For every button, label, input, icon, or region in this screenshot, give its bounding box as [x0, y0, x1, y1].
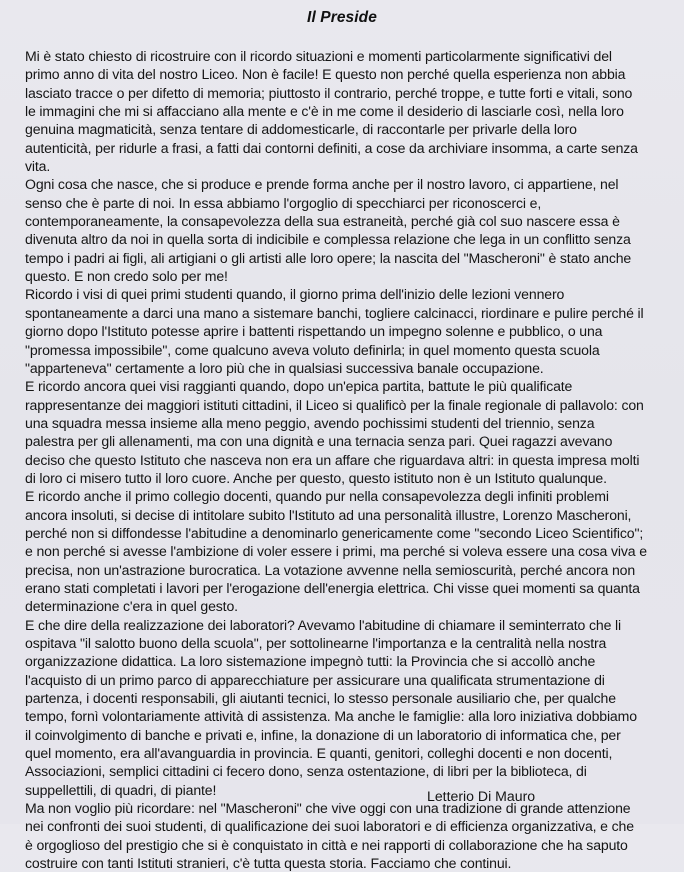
text-line: l'acquisto di un primo parco di apparecchiature per assicurare una qualificata strumentazione di	[25, 671, 605, 688]
text-line: contemporaneamente, la consapevolezza della sua estraneità, perché già col suo nascere essa è	[25, 213, 620, 230]
text-line: E ricordo ancora quei visi raggianti quando, dopo un'epica partita, battute le più qualificate	[25, 378, 573, 395]
text-line: E che dire della realizzazione dei laboratori? Avevamo l'abitudine di chiamare il seminterrato che li	[25, 616, 621, 633]
text-line: Mi è stato chiesto di ricostruire con il ricordo situazioni e momenti particolarmente significativi del	[25, 48, 612, 64]
text-line: lasciato tracce o per difetto di memoria; piuttosto il contrario, perché troppe, e tutte forti e vitali, sono	[25, 84, 633, 101]
text-line: giorno dopo l'Istituto potesse aprire i battenti rispettando un impegno solenne e pubblico, o una	[25, 323, 603, 340]
text-line: il coinvolgimento di banche e privati e, infine, la donazione di un laboratorio di informatica che, per	[25, 726, 621, 743]
text-line: "apparteneva" certamente a loro più che in qualsiasi successiva banale occupazione.	[25, 359, 544, 376]
paragraph	[25, 47, 675, 175]
text-line: Ricordo i visi di quei primi studenti quando, il giorno prima dell'inizio delle lezioni vennero	[25, 286, 565, 303]
text-line: ospitava "il salotto buono della scuola", per sottolinearne l'importanza e la centralità nella nostra	[25, 635, 607, 651]
text-line: autenticità, per ridurle a frasi, a fatti dai contorni definiti, a cose da archiviare insomma, a carte senza	[25, 139, 638, 156]
text-line: tempo, fornì volontariamente attività di assistenza. Ma anche le famiglie: alla loro iniziativa dobbiamo	[25, 708, 637, 725]
text-line: determinazione c'era in quel gesto.	[25, 598, 238, 615]
text-line: Ma non voglio più ricordare: nel "Mascheroni" che vive oggi con una tradizione di grande attenzione	[25, 800, 631, 817]
text-line: E ricordo anche il primo collegio docenti, quando pur nella consapevolezza degli infiniti problemi	[25, 488, 609, 505]
text-line: divenuta altro da noi in quella sorta di indicibile e complessa relazione che lega in un conflitto senza	[25, 231, 631, 248]
text-line: questo. E non credo solo per me!	[25, 268, 228, 285]
text-line: una squadra messa insieme alla meno peggio, avendo pochissimi studenti del triennio, senza	[25, 414, 595, 431]
paragraph	[25, 487, 675, 615]
text-line: organizzazione didattica. La loro sistemazione impegnò tutti: la Provincia che si accollò anche	[25, 653, 596, 670]
text-line: palestra per gli allenamenti, ma con una dignità e una ternacia senza pari. Quei ragazzi avevano	[25, 433, 613, 450]
text-line: partenza, i docenti responsabili, gli aiutanti tecnici, lo stesso personale ausiliario che, per qualche	[25, 690, 616, 707]
text-line: genuina magmaticità, senza tentare di addomesticarle, di raccontarle per privarle della loro	[25, 121, 577, 138]
text-line: spontaneamente a darci una mano a sistemare banchi, togliere calcinacci, riordinare e pulire perché il	[25, 304, 644, 321]
text-line: costruire con tanti Istituti stranieri, c'è tutta questa storia. Facciamo che continui.	[25, 855, 512, 872]
paragraph	[25, 285, 675, 377]
text-line: le immagini che mi si affacciano alla mente e c'è in me come il desiderio di lasciarle così, nella loro	[25, 103, 624, 120]
text-line: è orgoglioso del prestigio che si è conquistato in città e nei rapporti di collaborazione che ha saputo	[25, 836, 628, 853]
text-line: suppellettili, di quadri, di piante!	[25, 781, 217, 798]
text-line: tempo i padri ai figli, ali artigiani o gli artisti alle loro opere; la nascita del "Mascheroni" è stato anche	[25, 249, 632, 266]
text-line: rappresentanze dei maggiori istituti cittadini, il Liceo si qualificò per la finale regionale di pallavolo: con	[25, 396, 644, 413]
text-line: perché non si diffondesse l'abitudine a denominarlo genericamente come "secondo Liceo Scientifico";	[25, 524, 644, 541]
document-title: Il Preside	[307, 9, 377, 26]
document-body	[25, 47, 675, 872]
text-line: Associazioni, semplici cittadini ci fecero dono, senza ostentazione, di libri per la biblioteca, di	[25, 763, 587, 780]
text-line: erano stati completati i lavori per l'erogazione dell'energia elettrica. Chi visse quei momenti sa quanta	[25, 579, 640, 596]
text-line: nei confronti dei suoi studenti, di qualificazione dei suoi laboratori e di efficienza organizzativa, e che	[25, 818, 634, 835]
paragraph	[25, 175, 675, 285]
text-line: precisa, non un'astrazione burocratica. La votazione avvenne nella semioscurità, perché ancora non	[25, 561, 636, 578]
text-line: e non perché si avesse l'ambizione di voler essere i primi, ma perché si voleva essere una cosa viva e	[25, 543, 647, 560]
text-line: deciso che questo Istituto che nasceva non era un affare che riguardava altri: in questa impresa molti	[25, 451, 640, 468]
signature: Letterio Di Mauro	[427, 788, 536, 804]
paragraph	[25, 616, 675, 799]
text-line: vita.	[25, 158, 51, 175]
text-line: senso che è parte di noi. In essa abbiamo l'orgoglio di specchiarci per riconoscerci e,	[25, 194, 542, 211]
paragraph	[25, 377, 675, 487]
paragraph	[25, 799, 675, 872]
text-line: "promessa impossibile", come qualcuno aveva voluto definirla; in quel momento questa scuola	[25, 341, 600, 358]
text-line: quel momento, era all'avanguardia in provincia. E quanti, genitori, colleghi docenti e non docenti,	[25, 745, 613, 762]
text-line: di loro ci misero tutto il loro cuore. Anche per questo, questo istituto non è un Istituto qualunque.	[25, 469, 607, 486]
text-line: ancora insoluti, si decise di intitolare subito l'Istituto ad una personalità illustre, Lorenzo Mascheroni,	[25, 506, 632, 523]
text-line: Ogni cosa che nasce, che si produce e prende forma anche per il nostro lavoro, ci appartiene, nel	[25, 176, 619, 193]
text-line: primo anno di vita del nostro Liceo. Non è facile! E questo non perché quella esperienza non abbia	[25, 66, 626, 83]
